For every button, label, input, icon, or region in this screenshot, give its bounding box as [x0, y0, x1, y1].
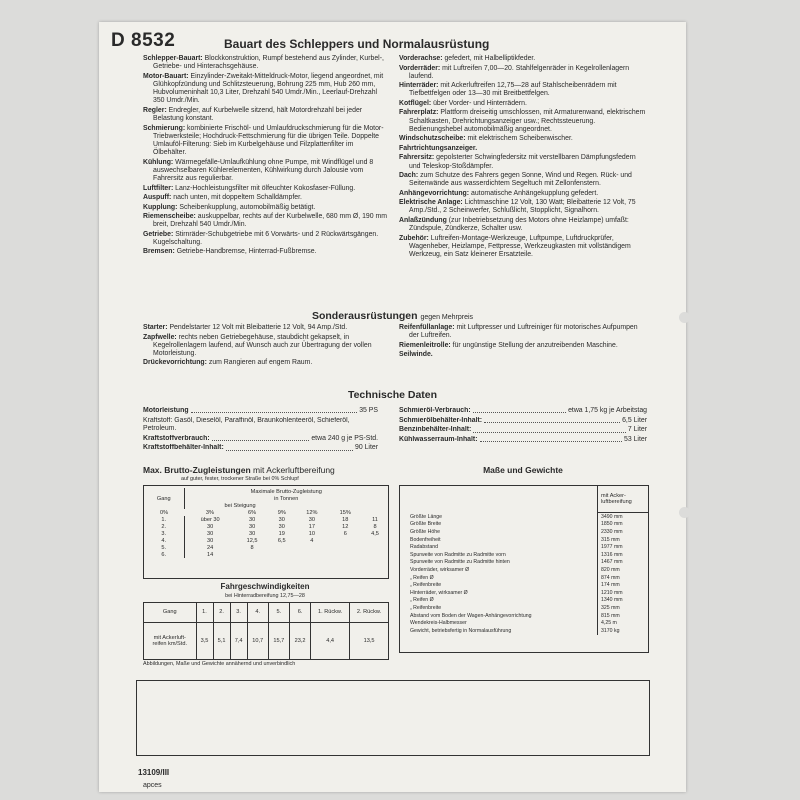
masse-value: 315 mm [598, 536, 649, 544]
spec-text: für ungünstige Stellung der anzutreibenden Maschine. [452, 341, 618, 349]
percent-header: 15% [339, 509, 351, 516]
spec-entry [399, 145, 647, 153]
spec-label: Zubehör: [399, 234, 429, 242]
table-row [144, 551, 388, 558]
table-row [400, 528, 648, 536]
notes-box [136, 680, 650, 756]
zug-value-cell [268, 544, 295, 551]
masse-value: 3490 mm [598, 513, 649, 521]
spec-text: Plattform dreiseitig umschlossen, mit Armaturenwand, elektrischem Schaltkasten, Drehrichtungsanzeiger usw.; Rechtssteuerung. Bedienungshebel automobilmäßig angeordnet. [409, 109, 646, 133]
gang-cell: 3. [144, 530, 184, 537]
spec-entry [399, 135, 647, 143]
leader-dots [473, 426, 625, 432]
spec-text: nach unten, mit doppeltem Schalldämpfer. [173, 194, 302, 202]
table-row [400, 619, 648, 627]
zug-title-suffix: mit Ackerluftbereifung [253, 465, 335, 475]
spec-label: Schmierung: [143, 124, 186, 132]
masse-label: „ Reifen Ø [410, 597, 434, 604]
masse-label: Hinterräder, wirksamer Ø [410, 589, 468, 596]
tech-row [143, 417, 378, 433]
spec-entry [143, 213, 388, 229]
spec-label: Anhängevorrichtung: [399, 189, 470, 197]
zug-table [144, 488, 388, 558]
zug-value-cell [362, 544, 388, 551]
leader-dots [484, 417, 620, 423]
technische-heading [99, 389, 686, 401]
zug-value-cell [329, 551, 362, 558]
spec-label: Luftfilter: [143, 184, 174, 192]
spec-text: mit Ackerluftreifen 12,75—28 auf Stahlscheibenrädern mit Tiefbettfelgen oder 13—30 mit Breitbettfelgen. [409, 82, 617, 98]
fahr-note: Abbildungen, Maße und Gewichte annähernd und unverbindlich [143, 661, 296, 667]
table-row [400, 574, 648, 582]
spec-entry [143, 159, 388, 184]
masse-value: 4,25 m [598, 619, 649, 627]
masse-label: „ Reifenbreite [410, 582, 442, 589]
sonder-heading [99, 310, 686, 322]
zug-title: Max. Brutto-Zugleistungen [143, 465, 251, 475]
spec-text: Pendelstarter 12 Volt mit Bleibatterie 12 Volt, 94 Amp./Std. [169, 324, 348, 331]
gear-header: 4. [247, 603, 268, 622]
zug-value-cell [362, 537, 388, 544]
masse-value: 1210 mm [598, 589, 649, 597]
technische-left-column [143, 407, 378, 454]
spec-entry [399, 109, 647, 134]
fahr-title: Fahrgeschwindigkeiten [220, 582, 310, 591]
spec-text: mit Luftreifen 7,00—20. Stahlfelgenräder in Kegelrollenlagern laufend. [409, 64, 630, 80]
spec-label: Dach: [399, 172, 419, 180]
speed-value-cell: 5,1 [213, 622, 230, 659]
table-row [400, 521, 648, 529]
zug-value-cell: 6,5 [277, 537, 286, 544]
spec-text: (zur Inbetriebsetzung des Motors ohne Heizlampe) umfaßt: Zündspule, Zündkerze, Schalter usw. [409, 216, 629, 233]
table-row [144, 523, 388, 530]
zug-value-cell: 12,5 [246, 537, 258, 544]
table-row [400, 566, 648, 574]
spec-text: Endregler, auf Kurbelwelle sitzend, hält Motordrehzahl bei jeder Belastung konstant. [153, 106, 363, 123]
document-page [99, 22, 686, 792]
spec-text: Lanz-Hochleistungsfilter mit ölfeuchter Kokosfaser-Füllung. [175, 184, 356, 192]
table-row [400, 604, 648, 612]
tech-row [399, 407, 647, 415]
footer-brand: apces [143, 782, 162, 789]
zug-value-cell: 18 [342, 516, 349, 523]
steigung-label: bei Steigung [224, 502, 256, 509]
spec-label: Kupplung: [143, 203, 178, 211]
tech-row [399, 436, 647, 444]
zug-value-cell: 4,5 [371, 530, 379, 537]
spec-entry [399, 154, 647, 170]
technische-right-column [399, 407, 647, 446]
sonder-subtitle: gegen Mehrpreis [420, 314, 474, 321]
zug-percent-row [144, 509, 388, 516]
zug-value-cell: 19 [278, 530, 285, 537]
spec-text: Wärmegefälle-Umlaufkühlung ohne Pumpe, mit Windflügel und 8 auswechselbaren Kühlerelementen, Kühlwirkung durch Jalousie vom Fahrersitz aus regulierbar. [153, 158, 374, 183]
masse-value: 3170 kg [598, 627, 649, 635]
masse-label: Größte Breite [410, 521, 442, 528]
spec-entry [143, 185, 388, 193]
zug-value-cell: 30 [248, 530, 256, 537]
zug-value-cell [268, 551, 295, 558]
table-row [400, 589, 648, 597]
tech-row [399, 417, 647, 425]
zug-header-2: in Tonnen [274, 495, 299, 502]
spec-text: kombinierte Frischöl- und Umlaufdruckschmierung für die Motor-Triebwerksteile; Hochdruck-Fettschmierung für die übrigen Teile. Doppelte Umlauföl-Filterung: Sieb im Kurbelgehäuse und Filzplattenfilter im Ölbehälter. [153, 124, 384, 157]
table-row [400, 551, 648, 559]
sonder-right-column [399, 324, 647, 361]
model-number: D 8532 [111, 30, 176, 51]
fahr-row-label-2: reifen km/Std. [152, 640, 187, 647]
gear-header: 2. Rückw. [350, 603, 388, 622]
zug-value-cell [295, 551, 328, 558]
tech-value: 53 Liter [624, 436, 647, 444]
spec-entry [399, 324, 647, 340]
spec-text: Lichtmaschine 12 Volt, 130 Watt; Bleibatterie 12 Volt, 75 Amp./Std., 2 Scheinwerfer, Schlußlicht, Stopplicht, Signalhorn. [409, 199, 636, 215]
spec-entry [143, 125, 388, 158]
spec-entry [143, 324, 388, 332]
spec-entry [143, 334, 388, 359]
spec-text: Einzylinder-Zweitakt-Mitteldruck-Motor, liegend angeordnet, mit Glühkopfzündung und Schlitzsteuerung, Bohrung 225 mm, Hub 260 mm, Hubvolumeninhalt 10,3 Liter, Drehzahl 540 Umdr./Min., Leerlauf-Drehzahl 350 Umdr./Min. [153, 72, 384, 105]
fahr-row-label [144, 622, 196, 659]
tech-row [143, 435, 378, 443]
speed-value-cell: 7,4 [230, 622, 247, 659]
masse-value: 2330 mm [598, 528, 649, 536]
spec-label: Getriebe: [143, 230, 174, 238]
masse-label: Gewicht, betriebsfertig in Normalausführung [410, 627, 512, 634]
spec-text: gepolsterter Schwingfedersitz mit verstellbaren Dämpfungsfedern und Teleskop-Stoßdämpfer. [409, 154, 636, 170]
spec-label: Schlepper-Bauart: [143, 55, 203, 62]
page-title: Bauart des Schleppers und Normalausrüstung [224, 37, 490, 51]
punch-hole [679, 507, 690, 518]
spec-entry [399, 199, 647, 215]
masse-label: Radabstand [410, 544, 438, 551]
leader-dots [212, 435, 310, 441]
zug-value-cell: 30 [278, 516, 285, 523]
spec-label: Reifenfüllanlage: [399, 324, 455, 331]
table-row [400, 559, 648, 567]
masse-header-row [400, 486, 648, 513]
leader-dots [473, 407, 566, 413]
spec-entry [143, 107, 388, 123]
masse-value: 325 mm [598, 604, 649, 612]
masse-value: 1340 mm [598, 597, 649, 605]
masse-header-blank [400, 486, 598, 513]
masse-label: Wendekreis-Halbmesser [410, 620, 467, 627]
table-row [400, 597, 648, 605]
zug-value-cell [329, 544, 362, 551]
masse-label: Spurweite von Radmitte zu Radmitte vorn [410, 551, 506, 558]
gear-header: 1. [196, 603, 213, 622]
zug-value-cell: 30 [248, 523, 256, 530]
bauart-left-column [143, 55, 388, 258]
speed-value-cell: 4,4 [311, 622, 350, 659]
table-row [144, 516, 388, 523]
zug-value-cell: 12 [342, 523, 349, 530]
spec-text: Stirnräder-Schubgetriebe mit 6 Vorwärts- und 2 Rückwärtsgängen. Kugelschaltung. [153, 230, 379, 246]
zug-header-1: Maximale Brutto-Zugleistung [250, 488, 322, 495]
spec-entry [143, 248, 388, 256]
masse-col-header-2: luftbereifung [601, 499, 632, 505]
spec-text: gefedert, mit Halbelliptikfeder. [444, 55, 536, 62]
spec-label: Windschutzscheibe: [399, 135, 466, 143]
spec-text: Luftreifen-Montage-Werkzeuge, Luftpumpe, Luftdruckprüfer, Wagenheber, Heizlampe, Fettpresse, Werkzeugkasten mit vollständigem Werkzeug, ein Satz kleinerer Ersatzteile. [409, 234, 631, 259]
zug-value-cell [362, 551, 388, 558]
bauart-right-column [399, 55, 647, 261]
spec-entry [399, 82, 647, 98]
fahr-row-label-1: mit Ackerluft- [153, 634, 186, 641]
spec-label: Zapfwelle: [143, 333, 177, 341]
tech-value: etwa 240 g je PS-Std. [311, 434, 378, 442]
table-row [144, 537, 388, 544]
tech-row [399, 426, 647, 434]
tech-row [143, 444, 378, 452]
spec-label: Hinterräder: [399, 82, 439, 90]
table-row [400, 627, 648, 635]
fahr-subtitle: bei Hinterradbereifung 12,75—28 [225, 593, 305, 599]
spec-label: Riemenleitrolle: [399, 341, 451, 349]
spec-label: Fahrerplatz: [399, 109, 439, 117]
spec-entry [143, 55, 388, 71]
leader-dots [226, 444, 353, 450]
masse-label: Größte Länge [410, 513, 443, 520]
speed-value-cell: 15,7 [268, 622, 289, 659]
percent-header: 3% [205, 509, 214, 516]
masse-title: Maße und Gewichte [483, 465, 563, 475]
masse-col-header-1: mit Acker- [601, 493, 626, 499]
masse-value: 1850 mm [598, 521, 649, 529]
spec-entry [399, 190, 647, 198]
zug-value-cell: über 30 [200, 516, 220, 523]
masse-value: 820 mm [598, 566, 649, 574]
fahr-header-row [144, 603, 388, 622]
spec-label: Kühlung: [143, 158, 174, 166]
gear-header: 5. [268, 603, 289, 622]
table-row [400, 543, 648, 551]
spec-text: zum Schutze des Fahrers gegen Sonne, Wind und Regen. Rück- und Seitenwände aus wasserdichtem Segeltuch mit Zellonfenstern. [409, 172, 632, 188]
tech-value: 6,5 Liter [622, 416, 647, 424]
table-row [400, 612, 648, 620]
spec-label: Drückevorrichtung: [143, 359, 207, 367]
zug-value-cell: 6 [343, 530, 347, 537]
spec-label: Elektrische Anlage: [399, 199, 463, 207]
gang-cell: 4. [144, 537, 184, 544]
percent-header: 6% [248, 509, 257, 516]
spec-label: Seilwinde. [399, 351, 433, 359]
spec-label: Starter: [143, 324, 168, 331]
table-row [400, 536, 648, 544]
spec-entry [143, 359, 388, 367]
percent-header: 0% [159, 509, 169, 516]
masse-value: 1977 mm [598, 543, 649, 551]
table-row [400, 581, 648, 589]
fahr-table-box [143, 602, 389, 660]
spec-text: zum Rangieren auf engem Raum. [208, 359, 313, 367]
table-row [144, 530, 388, 537]
masse-table [400, 486, 648, 635]
spec-label: Fahrersitz: [399, 154, 435, 162]
zug-table-box [143, 485, 389, 579]
table-row [144, 544, 388, 551]
spec-text: rechts neben Getriebegehäuse, staubdicht gekapselt, in Kegelrollenlagern laufend, auf Wunsch auch zur Übertragung der vollen Motorleistung. [153, 333, 372, 357]
spec-entry [399, 65, 647, 81]
spec-entry [399, 235, 647, 260]
spec-label: Vorderräder: [399, 64, 441, 72]
spec-entry [399, 172, 647, 188]
zug-value-cell [295, 544, 328, 551]
zug-value-cell: 24 [207, 544, 214, 551]
masse-value: 174 mm [598, 581, 649, 589]
masse-value: 815 mm [598, 612, 649, 620]
spec-label: Regler: [143, 106, 167, 114]
gear-header: 1. Rückw. [311, 603, 350, 622]
spec-entry [399, 342, 647, 350]
masse-value: 1467 mm [598, 559, 649, 567]
masse-label: „ Reifen Ø [410, 574, 434, 581]
zug-value-cell: 30 [248, 516, 256, 523]
tech-label: Schmieröl-Verbrauch: [399, 407, 471, 414]
masse-label: Größte Höhe [410, 528, 440, 535]
spec-label: Riemenscheibe: [143, 213, 196, 221]
tech-label: Kraftstoffbehälter-Inhalt: [143, 444, 224, 452]
spec-text: auskuppelbar, rechts auf der Kurbelwelle, 680 mm Ø, 190 mm breit, Drehzahl 540 Umdr./Min. [153, 213, 387, 229]
masse-label: Abstand vom Boden der Wagen-Anhängevorrichtung [410, 612, 532, 619]
percent-header: 9% [277, 509, 286, 516]
zug-heading [143, 465, 335, 475]
spec-entry [399, 55, 647, 63]
gang-header: Gang [162, 609, 177, 616]
gear-header: 6. [289, 603, 310, 622]
gang-cell: 5. [144, 544, 184, 551]
technische-title: Technische Daten [347, 389, 438, 401]
gang-cell: 1. [144, 516, 184, 523]
zug-value-cell [329, 537, 362, 544]
spec-entry [143, 231, 388, 247]
tech-label: Kraftstoffverbrauch: [143, 434, 210, 442]
table-row [400, 513, 648, 521]
footer-code: 13109/III [138, 768, 170, 777]
spec-text: mit Luftpresser und Luftreiniger für motorisches Aufpumpen der Luftreifen. [409, 324, 638, 340]
spec-text: über Vorder- und Hinterrädern. [433, 99, 527, 107]
speed-value-cell: 13,5 [350, 622, 388, 659]
gang-header: Gang [144, 488, 184, 509]
zug-header-row [144, 488, 388, 495]
zug-value-cell: 30 [308, 516, 315, 523]
spec-entry [399, 351, 647, 359]
gang-cell: 6. [144, 551, 184, 558]
masse-value: 1316 mm [598, 551, 649, 559]
spec-entry [143, 73, 388, 106]
tech-label: Schmierölbehälter-Inhalt: [399, 416, 483, 424]
fahr-table [144, 603, 388, 659]
spec-text: mit elektrischem Scheibenwischer. [467, 135, 573, 143]
masse-value: 874 mm [598, 574, 649, 582]
speed-value-cell: 3,5 [196, 622, 213, 659]
masse-label: Bodenfreiheit [410, 536, 441, 543]
masse-label: Vorderräder, wirksamer Ø [410, 566, 470, 573]
spec-entry [143, 204, 388, 212]
spec-entry [143, 194, 388, 202]
masse-label: Spurweite von Radmitte zu Radmitte hinten [410, 559, 510, 566]
tech-label: Benzinbehälter-Inhalt: [399, 426, 472, 434]
leader-dots [480, 436, 623, 442]
zug-value-cell: 4 [310, 537, 314, 544]
spec-label: Kotflügel: [399, 99, 432, 107]
spec-text: Blockkonstruktion, Rumpf bestehend aus Zylinder, Kurbel-, Getriebe- und Hinterachsgehäuse. [153, 55, 384, 71]
spec-entry [399, 217, 647, 233]
gear-header: 3. [230, 603, 247, 622]
sonder-title: Sonderausrüstungen [311, 310, 418, 322]
zug-value-cell: 14 [207, 551, 214, 558]
gear-header: 2. [213, 603, 230, 622]
zug-value-cell [236, 551, 269, 558]
spec-text: automatische Anhängekupplung gefedert. [470, 189, 599, 197]
leader-dots [191, 407, 358, 413]
spec-label: Bremsen: [143, 248, 175, 256]
tech-value: etwa 1,75 kg je Arbeitstag [568, 407, 647, 414]
zug-value-cell: 8 [373, 523, 377, 530]
masse-col-header [598, 486, 649, 513]
masse-table-box [399, 485, 649, 653]
tech-label: Kühlwasserraum-Inhalt: [399, 436, 478, 444]
tech-value: 90 Liter [355, 444, 378, 452]
zug-value-cell: 8 [250, 544, 254, 551]
zug-value-cell: 30 [207, 537, 214, 544]
gang-cell: 2. [144, 523, 184, 530]
spec-label: Vorderachse: [399, 55, 443, 62]
tech-value: 35 PS [359, 407, 378, 414]
masse-label: „ Reifenbreite [410, 604, 442, 611]
spec-text: Getriebe-Handbremse, Hinterrad-Fußbremse. [176, 248, 317, 256]
percent-header: 12% [306, 509, 318, 516]
fahr-value-row [144, 622, 388, 659]
tech-label: Kraftstoff: Gasöl, Dieselöl, Paraffinöl, Braunkohlenteeröl, Schieferöl, Petroleum. [143, 416, 350, 432]
speed-value-cell: 23,2 [289, 622, 310, 659]
zug-value-cell: 30 [207, 530, 214, 537]
spec-label: Fahrtrichtungsanzeiger. [399, 144, 478, 152]
zug-value-cell: 17 [308, 523, 315, 530]
spec-label: Auspuff: [143, 194, 172, 202]
spec-label: Motor-Bauart: [143, 72, 189, 80]
spec-label: Anlaßzündung [399, 216, 447, 224]
zug-value-cell: 11 [372, 516, 378, 523]
zug-value-cell: 30 [207, 523, 214, 530]
zug-value-cell: 30 [278, 523, 285, 530]
tech-value: 7 Liter [627, 426, 647, 434]
sonder-left-column [143, 324, 388, 369]
zug-subtitle: auf guter, fester, trockener Straße bei 0% Schlupf [181, 476, 299, 482]
tech-row [143, 407, 378, 415]
speed-value-cell: 10,7 [247, 622, 268, 659]
tech-label: Motorleistung [143, 407, 189, 414]
spec-text: Scheibenkupplung, automobilmäßig betätigt. [179, 203, 316, 211]
zug-value-cell: 10 [308, 530, 315, 537]
spec-entry [399, 100, 647, 108]
